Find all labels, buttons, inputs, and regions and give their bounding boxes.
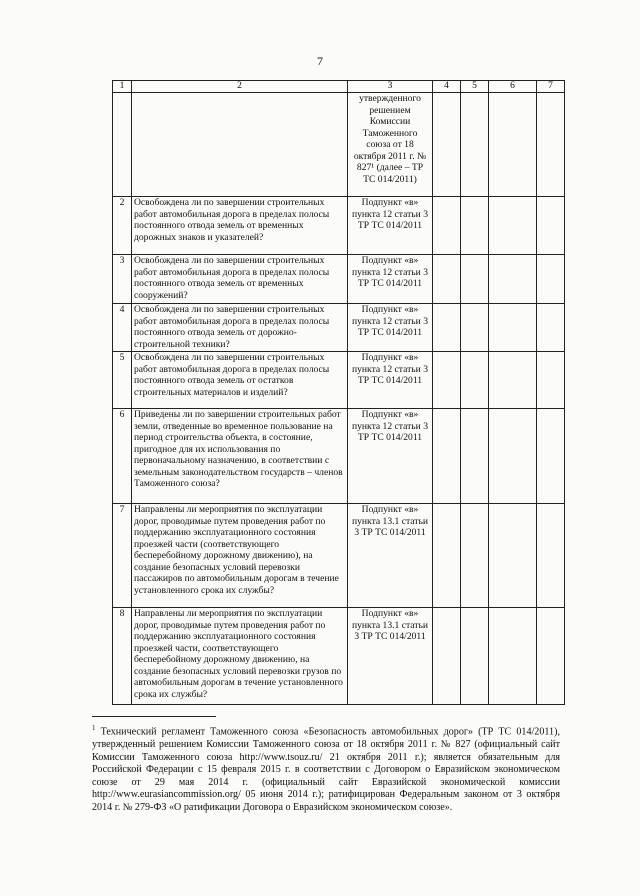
question-cell <box>132 93 348 197</box>
answer-cell <box>537 255 565 304</box>
row-number: 6 <box>113 409 132 504</box>
table-row <box>113 608 565 705</box>
answer-cell <box>461 504 489 608</box>
row-number: 7 <box>113 504 132 608</box>
reference-cell: Подпункт «в» пункта 12 статьи 3 ТР ТС 014/2011 <box>348 197 433 255</box>
row-number: 8 <box>113 608 132 705</box>
answer-cell <box>489 409 537 504</box>
col-header-3: 3 <box>348 81 433 93</box>
footnote-marker: 1 <box>92 724 96 732</box>
row-number <box>113 93 132 197</box>
reference-cell: Подпункт «в» пункта 13.1 статьи 3 ТР ТС 014/2011 <box>348 504 433 608</box>
answer-cell <box>461 93 489 197</box>
answer-cell <box>433 504 461 608</box>
answer-cell <box>433 608 461 705</box>
table-row <box>113 504 565 608</box>
row-number: 2 <box>113 197 132 255</box>
question-cell: Приведены ли по завершении строительных работ земли, отведенные во временное пользование на период строительства объекта, в состояние, пригодное для их использования по первоначальному назначению, в соответствии с земельным законодательством государств – членов Таможенного союза? <box>132 409 348 504</box>
question-cell: Освобождена ли по завершении строительных работ автомобильная дорога в пределах полосы постоянного отвода земель от остатков строительных материалов и изделий? <box>132 352 348 409</box>
reference-cell: Подпункт «в» пункта 12 статьи 3 ТР ТС 014/2011 <box>348 304 433 352</box>
answer-cell <box>537 608 565 705</box>
answer-cell <box>489 352 537 409</box>
table-row <box>113 255 565 304</box>
table-row <box>113 409 565 504</box>
reference-cell: утвержденного решением Комиссии Таможенного союза от 18 октября 2011 г. № 827¹ (далее – ТР ТС 014/2011) <box>348 93 433 197</box>
answer-cell <box>537 93 565 197</box>
col-header-1: 1 <box>113 81 132 93</box>
answer-cell <box>537 197 565 255</box>
reference-cell: Подпункт «в» пункта 13.1 статьи 3 ТР ТС 014/2011 <box>348 608 433 705</box>
answer-cell <box>433 304 461 352</box>
question-cell: Освобождена ли по завершении строительных работ автомобильная дорога в пределах полосы постоянного отвода земель от дорожно-строительной техники? <box>132 304 348 352</box>
answer-cell <box>489 197 537 255</box>
page-number: 7 <box>317 54 323 68</box>
reference-cell: Подпункт «в» пункта 12 статьи 3 ТР ТС 014/2011 <box>348 409 433 504</box>
answer-cell <box>489 255 537 304</box>
answer-cell <box>489 504 537 608</box>
answer-cell <box>537 504 565 608</box>
col-header-4: 4 <box>433 81 461 93</box>
col-header-6: 6 <box>489 81 537 93</box>
answer-cell <box>537 352 565 409</box>
col-header-5: 5 <box>461 81 489 93</box>
header-row <box>113 81 565 93</box>
row-number: 3 <box>113 255 132 304</box>
answer-cell <box>489 304 537 352</box>
footnote-divider <box>92 716 216 717</box>
answer-cell <box>461 197 489 255</box>
answer-cell <box>433 93 461 197</box>
table-row <box>113 93 565 197</box>
table-row <box>113 352 565 409</box>
table-row <box>113 197 565 255</box>
answer-cell <box>461 304 489 352</box>
reference-cell: Подпункт «в» пункта 12 статьи 3 ТР ТС 014/2011 <box>348 255 433 304</box>
answer-cell <box>461 608 489 705</box>
footnote-text: Технический регламент Таможенного союза «Безопасность автомобильных дорог» (ТР ТС 014/2011), утвержденный решением Комиссии Таможенного союза от 18 октября 2011 г. № 827 (официальный сайт Комиссии Таможенного союза http://www.tsouz.ru/ 21 октября 2011 г.); является обязательным для Российской Федерации с 15 февраля 2015 г. в соответствии с Договором о Евразийском экономическом союзе от 29 мая 2014 г. (официальный сайт Евразийской экономической комиссии http://www.eurasiancommission.org/ 05 июня 2014 г.); ратифицирован Федеральным законом от 3 октября 2014 г. № 279-ФЗ «О ратификации Договора о Евразийском экономическом союзе». <box>92 726 560 813</box>
answer-cell <box>433 255 461 304</box>
answer-cell <box>537 409 565 504</box>
reference-cell: Подпункт «в» пункта 12 статьи 3 ТР ТС 014/2011 <box>348 352 433 409</box>
answer-cell <box>433 352 461 409</box>
col-header-2: 2 <box>132 81 348 93</box>
answer-cell <box>489 93 537 197</box>
col-header-7: 7 <box>537 81 565 93</box>
question-cell: Направлены ли мероприятия по эксплуатации дорог, проводимые путем проведения работ по поддержанию эксплуатационного состояния проезжей части (соответствующего бесперебойному дорожному движению), на создание безопасных условий перевозки пассажиров по автомобильным дорогам в течение установленного срока их службы? <box>132 504 348 608</box>
checklist-table <box>112 80 565 705</box>
row-number: 5 <box>113 352 132 409</box>
footnote <box>92 722 560 815</box>
question-cell: Освобождена ли по завершении строительных работ автомобильная дорога в пределах полосы постоянного отвода земель от временных сооружений? <box>132 255 348 304</box>
question-cell: Освобождена ли по завершении строительных работ автомобильная дорога в пределах полосы постоянного отвода земель от временных дорожных знаков и указателей? <box>132 197 348 255</box>
answer-cell <box>461 352 489 409</box>
answer-cell <box>489 608 537 705</box>
answer-cell <box>433 409 461 504</box>
table-row <box>113 304 565 352</box>
answer-cell <box>461 255 489 304</box>
answer-cell <box>537 304 565 352</box>
answer-cell <box>461 409 489 504</box>
question-cell: Направлены ли мероприятия по эксплуатации дорог, проводимые путем проведения работ по поддержанию эксплуатационного состояния проезжей части, соответствующего бесперебойному дорожному движению, на создание безопасных условий перевозки грузов по автомобильным дорогам в течение установленного срока их службы? <box>132 608 348 705</box>
answer-cell <box>433 197 461 255</box>
row-number: 4 <box>113 304 132 352</box>
